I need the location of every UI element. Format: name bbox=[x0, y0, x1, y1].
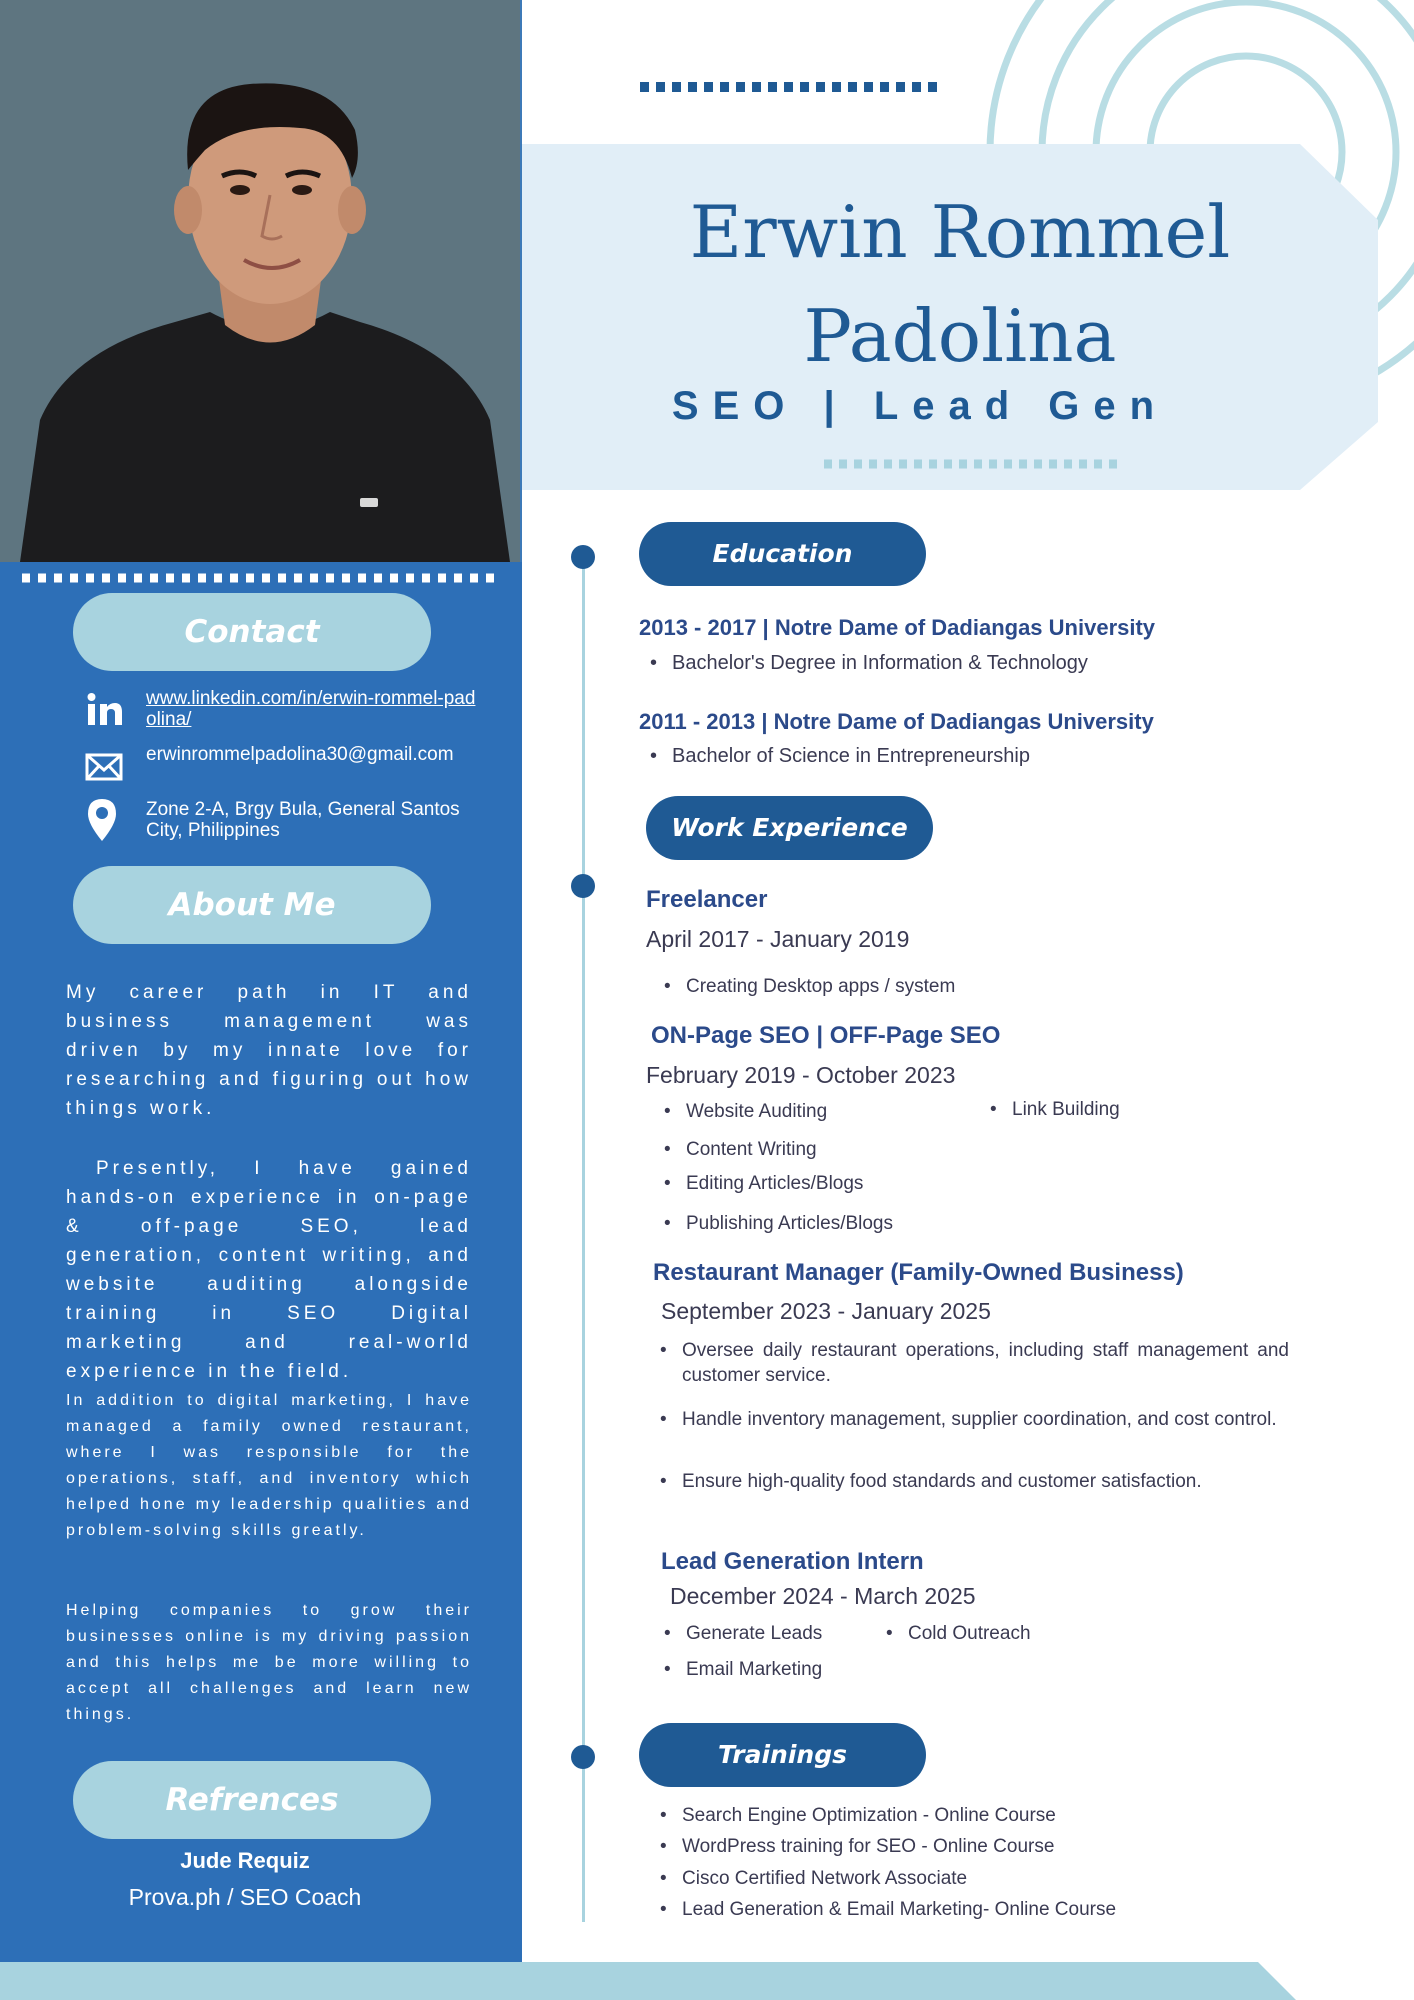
address-text: Zone 2-A, Brgy Bula, General Santos City, Philippines bbox=[146, 799, 460, 841]
location-pin-icon bbox=[80, 797, 128, 847]
about-paragraph-4: Helping companies to grow their businesses online is my driving passion and this helps me be more willing to accept all challenges and learn new things. bbox=[66, 1602, 472, 1723]
job-2-title: ON-Page SEO | OFF-Page SEO bbox=[651, 1022, 1001, 1049]
training-item-3: • Cisco Certified Network Associate bbox=[682, 1866, 967, 1891]
about-paragraph-1: My career path in IT and business management was driven by my innate love for researching and figuring out how things work. bbox=[66, 982, 472, 1119]
header-dots-top bbox=[640, 80, 940, 94]
job-4-dates: December 2024 - March 2025 bbox=[670, 1583, 976, 1609]
education-entry-2-detail: • Bachelor of Science in Entrepreneurship bbox=[672, 745, 1030, 768]
job-3-bullet-2: • Handle inventory management, supplier coordination, and cost control. bbox=[682, 1407, 1289, 1432]
name-line-2: Padolina bbox=[803, 294, 1117, 378]
job-4-bullet-2: • Cold Outreach bbox=[908, 1621, 1031, 1646]
training-item-4: • Lead Generation & Email Marketing- Online Course bbox=[682, 1897, 1116, 1922]
timeline-line bbox=[582, 556, 585, 1922]
email-text[interactable]: erwinrommelpadolina30@gmail.com bbox=[146, 744, 454, 765]
education-heading: Education bbox=[639, 522, 926, 586]
photo-divider bbox=[520, 0, 522, 562]
reference-role: Prova.ph / SEO Coach bbox=[128, 1884, 362, 1910]
sidebar bbox=[0, 0, 522, 1962]
job-2-dates: February 2019 - October 2023 bbox=[646, 1062, 956, 1088]
job-1-bullet-1: • Creating Desktop apps / system bbox=[686, 974, 955, 999]
job-2-bullet-1: • Website Auditing bbox=[686, 1099, 827, 1124]
timeline-dot-work bbox=[571, 874, 595, 898]
profile-photo-illustration bbox=[0, 0, 520, 562]
education-entry-2-heading: 2011 - 2013 | Notre Dame of Dadiangas University bbox=[639, 709, 1154, 734]
job-2-bullet-2: • Link Building bbox=[1012, 1097, 1120, 1122]
contact-heading: Contact bbox=[73, 593, 431, 671]
contact-email bbox=[80, 742, 480, 794]
linkedin-link[interactable]: www.linkedin.com/in/erwin-rommel-padolina/ bbox=[146, 688, 476, 730]
training-item-2: • WordPress training for SEO - Online Course bbox=[682, 1834, 1054, 1859]
about-paragraph-2: Presently, I have gained hands-on experience in on-page & off-page SEO, lead generation, content writing, and website auditing alongside training in SEO Digital marketing and real-world experience in the field. bbox=[66, 1158, 472, 1382]
work-experience-heading: Work Experience bbox=[646, 796, 933, 860]
reference-name: Jude Requiz bbox=[180, 1848, 310, 1873]
job-3-bullet-3: • Ensure high-quality food standards and customer satisfaction. bbox=[682, 1469, 1289, 1494]
contact-linkedin bbox=[80, 686, 480, 738]
job-1-title: Freelancer bbox=[646, 886, 768, 913]
bottom-bar-notch bbox=[1258, 1962, 1414, 2000]
header-dots-bottom bbox=[824, 458, 1124, 470]
envelope-icon bbox=[80, 742, 128, 792]
job-2-bullet-4: • Editing Articles/Blogs bbox=[686, 1171, 863, 1196]
education-entry-1-heading: 2013 - 2017 | Notre Dame of Dadiangas University bbox=[639, 615, 1156, 640]
about-me-heading: About Me bbox=[73, 866, 431, 944]
job-2-bullet-5: • Publishing Articles/Blogs bbox=[686, 1211, 893, 1236]
job-2-bullet-3: • Content Writing bbox=[686, 1137, 817, 1162]
job-3-bullet-1: • Oversee daily restaurant operations, including staff management and customer service. bbox=[682, 1338, 1289, 1388]
training-item-1: • Search Engine Optimization - Online Course bbox=[682, 1803, 1056, 1828]
job-4-bullet-1: • Generate Leads bbox=[686, 1621, 822, 1646]
job-3-title: Restaurant Manager (Family-Owned Business) bbox=[653, 1259, 1184, 1286]
job-subtitle: SEO | Lead Gen bbox=[671, 384, 1169, 428]
profile-photo bbox=[0, 0, 520, 562]
job-3-dates: September 2023 - January 2025 bbox=[661, 1298, 991, 1324]
bottom-accent-bar bbox=[0, 1962, 1414, 2000]
timeline-dot-education bbox=[571, 545, 595, 569]
job-4-bullet-3: • Email Marketing bbox=[686, 1657, 822, 1682]
about-paragraph-3: In addition to digital marketing, I have managed a family owned restaurant, where I was responsible for the operations, staff, and inventory which helped hone my leadership qualities and problem-solving skills greatly. bbox=[66, 1392, 472, 1539]
references-heading: Refrences bbox=[73, 1761, 431, 1839]
name-line-1: Erwin Rommel bbox=[689, 190, 1231, 274]
timeline-dot-trainings bbox=[571, 1745, 595, 1769]
job-1-dates: April 2017 - January 2019 bbox=[646, 926, 910, 952]
trainings-heading: Trainings bbox=[639, 1723, 926, 1787]
linkedin-icon bbox=[80, 686, 128, 736]
job-4-title: Lead Generation Intern bbox=[661, 1548, 924, 1575]
education-entry-1-detail: • Bachelor's Degree in Information & Technology bbox=[672, 652, 1088, 675]
contact-address bbox=[80, 797, 480, 849]
sidebar-dots bbox=[22, 572, 500, 584]
